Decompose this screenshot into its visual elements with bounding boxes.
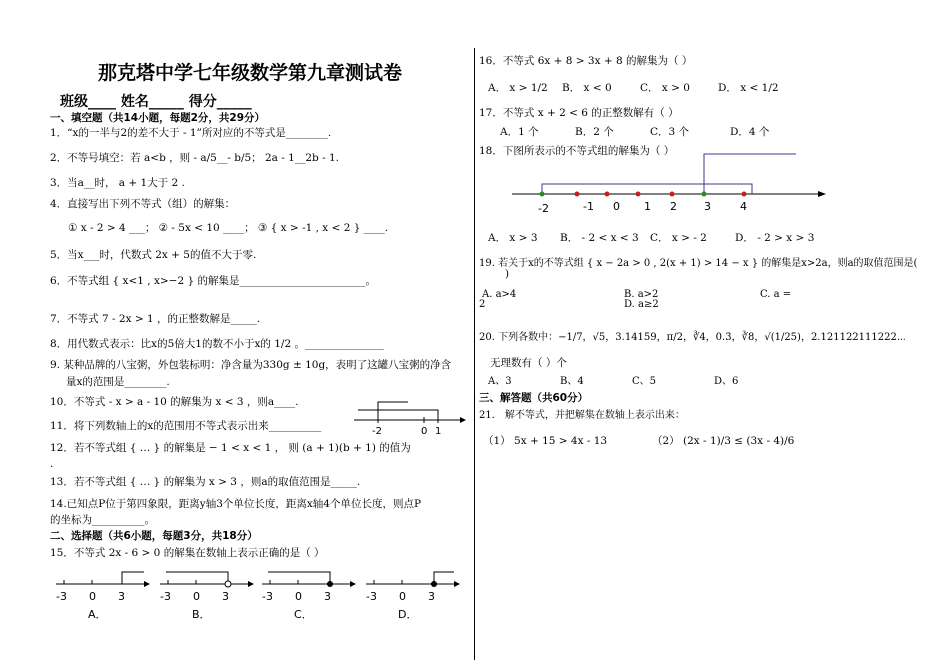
- section-fill-in-heading: 一、填空题（共14小题，每题2分，共29分）: [50, 112, 266, 124]
- question-5: 5．当x___时，代数式 2x + 5的值不大于零.: [50, 249, 257, 261]
- question-13: 13．若不等式组 { … } 的解集为 x > 3 ，则a的取值范围是_____.: [50, 476, 361, 488]
- question-7: 7．不等式 7 - 2x > 1 ，的正整数解是_____.: [50, 313, 261, 325]
- question-20-line-1: 20. 下列各数中：−1/7，√5，3.14159，π/2，∛4，0.3̇，∛8，√(1/25)，2.121122111222⋯: [479, 332, 906, 343]
- question-21: 21． 解不等式，并把解集在数轴上表示出来：: [479, 410, 685, 421]
- question-15-option-d-axis: [362, 566, 462, 622]
- q11-tick-label: 1: [435, 426, 442, 437]
- option-label-c: C．: [294, 608, 313, 621]
- q11-tick-label: 0: [421, 426, 428, 437]
- section-choice-heading: 二、选择题（共6小题，每题3分，共18分）: [50, 530, 258, 542]
- question-4-parts: ① x - 2 > 4 ___； ② - 5x < 10 ____； ③ { x > -1 , x < 2 } ____.: [68, 222, 389, 234]
- question-6: 6．不等式组 { x<1 , x>−2 } 的解集是________________________。: [50, 275, 377, 287]
- axis-tick-label: -3: [160, 590, 171, 603]
- axis-tick-label: -3: [366, 590, 377, 603]
- axis-tick-label: 0: [193, 590, 200, 603]
- axis-tick-label: 3: [324, 590, 331, 603]
- q18-tick-label: 0: [613, 200, 620, 213]
- column-divider: [474, 48, 475, 660]
- q11-tick-label: -2: [372, 426, 382, 437]
- question-1: 1．“x的一半与2的差不大于 - 1”所对应的不等式是________.: [50, 127, 332, 139]
- question-20-line-2: 无理数有（ ）个: [490, 357, 567, 369]
- q18-tick-label: -2: [538, 202, 549, 215]
- q19-option-c: C. a =: [760, 289, 792, 300]
- q19-option-d: D. a≥2: [624, 299, 659, 310]
- question-18: 18．下图所表示的不等式组的解集为（ ）: [479, 145, 675, 157]
- question-14-line-1: 14.已知点P位于第四象限，距离y轴3个单位长度，距离x轴4个单位长度，则点P: [50, 498, 422, 510]
- axis-tick-label: 3: [118, 590, 125, 603]
- question-15-option-c-axis: [258, 566, 358, 622]
- q18-tick-label: -1: [583, 200, 594, 213]
- axis-tick-label: 3: [222, 590, 229, 603]
- q20-option-a: A、3: [488, 376, 512, 387]
- q18-option-b: B． - 2 < x < 3: [560, 232, 639, 244]
- q18-option-a: A． x > 3: [488, 232, 538, 244]
- q17-option-b: B．2 个: [575, 126, 614, 138]
- q20-option-c: C、5: [632, 376, 657, 387]
- q19-option-a: A. a>4: [482, 289, 517, 300]
- question-19-line-2: ): [505, 268, 510, 280]
- question-17: 17．不等式 x + 2 < 6 的正整数解有（ ）: [479, 107, 679, 119]
- q17-option-d: D．4 个: [730, 126, 770, 138]
- question-9-line-1: 9. 某种品牌的八宝粥，外包装标明：净含量为330g ± 10g，表明了这罐八宝粥的净含: [50, 359, 452, 371]
- section-answer-heading: 三、解答题（共60分）: [479, 392, 589, 404]
- q18-tick-label: 4: [740, 200, 747, 213]
- q17-option-a: A．1 个: [500, 126, 539, 138]
- question-16: 16．不等式 6x + 8 > 3x + 8 的解集为（ ）: [479, 55, 693, 67]
- question-21-part-2: （2） (2x - 1)/3 ≤ (3x - 4)/6: [652, 435, 795, 447]
- q18-tick-label: 1: [644, 200, 651, 213]
- axis-tick-label: 0: [399, 590, 406, 603]
- axis-tick-label: 0: [89, 590, 96, 603]
- question-12-line-2: .: [50, 458, 54, 470]
- question-15-option-a-axis: [52, 566, 152, 622]
- axis-tick-label: -3: [262, 590, 273, 603]
- question-15: 15．不等式 2x - 6 > 0 的解集在数轴上表示正确的是（ ）: [50, 547, 325, 559]
- question-9-line-2: 量x的范围是________.: [66, 376, 170, 388]
- question-4: 4．直接写出下列不等式（组）的解集：: [50, 198, 236, 210]
- question-14-line-2: 的坐标为__________。: [50, 514, 155, 526]
- question-3: 3．当a__时， a + 1大于 2 .: [50, 177, 185, 189]
- q19-option-b: B. a>2: [624, 289, 659, 300]
- q17-option-c: C．3 个: [650, 126, 690, 138]
- question-11: 11．将下列数轴上的x的范围用不等式表示出来__________: [50, 420, 322, 432]
- axis-tick-label: -3: [56, 590, 67, 603]
- q19-option-c-value: 2: [479, 299, 486, 310]
- q18-tick-label: 2: [670, 200, 677, 213]
- axis-tick-label: 3: [428, 590, 435, 603]
- question-2: 2．不等号填空：若 a<b ，则 - a/5__- b/5； 2a - 1__2b - 1.: [50, 152, 339, 164]
- question-11-number-line: [348, 392, 468, 438]
- axis-tick-label: 0: [295, 590, 302, 603]
- q20-option-b: B、4: [560, 376, 584, 387]
- question-8: 8．用代数式表示：比x的5倍大1的数不小于x的 1/2 。_______________: [50, 338, 384, 350]
- student-info-line: 班级____ 姓名_____ 得分_____: [60, 94, 252, 110]
- question-18-number-line: [508, 150, 828, 218]
- page-title: 那克塔中学七年级数学第九章测试卷: [98, 62, 403, 84]
- question-19-line-1: 19. 若关于x的不等式组 { x − 2a > 0 , 2(x + 1) > 14 − x } 的解集是x>2a，则a的取值范围是(: [479, 258, 918, 269]
- option-label-d: D．: [398, 608, 418, 621]
- question-12-line-1: 12．若不等式组 { … } 的解集是 − 1 < x < 1 ， 则 (a + 1)(b + 1) 的值为: [50, 442, 411, 454]
- option-label-b: B．: [192, 608, 211, 621]
- option-label-a: A．: [88, 608, 107, 621]
- question-10: 10．不等式 - x > a - 10 的解集为 x < 3 ，则a____.: [50, 396, 299, 408]
- q18-tick-label: 3: [704, 200, 711, 213]
- question-15-option-b-axis: [156, 566, 256, 622]
- q16-option-b: B． x < 0: [562, 82, 612, 94]
- q20-option-d: D、6: [714, 376, 739, 387]
- question-21-part-1: （1） 5x + 15 > 4x - 13: [483, 435, 608, 447]
- q18-option-c: C． x > - 2: [650, 232, 707, 244]
- q16-option-a: A． x > 1/2: [488, 82, 548, 94]
- q16-option-d: D． x < 1/2: [718, 82, 779, 94]
- q16-option-c: C． x > 0: [640, 82, 690, 94]
- q18-option-d: D． - 2 > x > 3: [735, 232, 815, 244]
